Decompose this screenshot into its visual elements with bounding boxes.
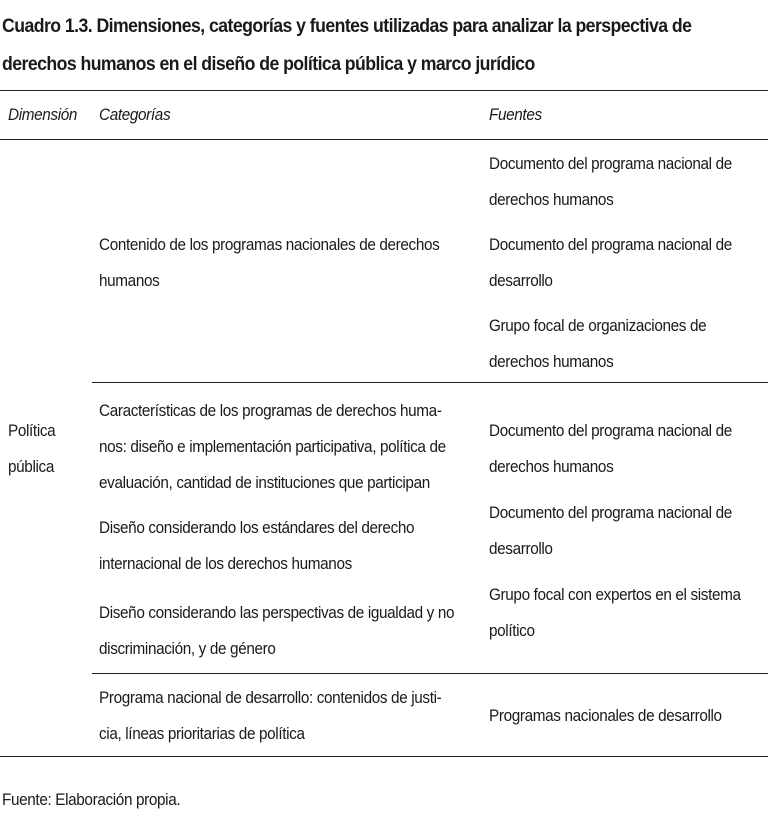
category-caracteristicas-programas: Características de los programas de derechos huma- nos: diseño e implementación participativa, política de evaluación, cantidad de instituciones que participan [99,401,446,492]
category-diseno-estandares: Diseño considerando los estándares del derecho internacional de los derechos humanos [99,518,415,573]
table-top-rule [0,90,768,91]
source-item: Documento del programa nacional de derechos humanos [489,154,732,209]
category-programa-desarrollo: Programa nacional de desarrollo: contenidos de justi- cia, líneas prioritarias de política [99,688,442,743]
caption-line-2: derechos humanos en el diseño de política pública y marco jurídico [2,54,535,75]
caption-line-1: Cuadro 1.3. Dimensiones, categorías y fuentes utilizadas para analizar la perspectiva de [2,16,692,37]
source-note: Fuente: Elaboración propia. [2,790,181,809]
header-bottom-rule [0,139,768,140]
category-diseno-igualdad: Diseño considerando las perspectivas de igualdad y no discriminación, y de género [99,603,455,658]
table-caption [2,8,713,84]
source-item: Grupo focal de organizaciones de derechos humanos [489,316,707,371]
source-item: Documento del programa nacional de desarrollo [489,235,732,290]
group-divider-rule [92,382,768,383]
dimension-politica-publica: Política pública [8,421,56,476]
category-contenido-programas: Contenido de los programas nacionales de derechos humanos [99,235,440,290]
source-item: Grupo focal con expertos en el sistema político [489,585,741,640]
group-divider-rule [92,673,768,674]
header-sources: Fuentes [489,105,542,124]
source-item: Programas nacionales de desarrollo [489,706,722,725]
table-bottom-rule [0,756,768,757]
source-item: Documento del programa nacional de derechos humanos [489,421,732,476]
header-categories: Categorías [99,105,171,124]
header-dimension: Dimensión [8,105,78,124]
source-item: Documento del programa nacional de desarrollo [489,503,732,558]
